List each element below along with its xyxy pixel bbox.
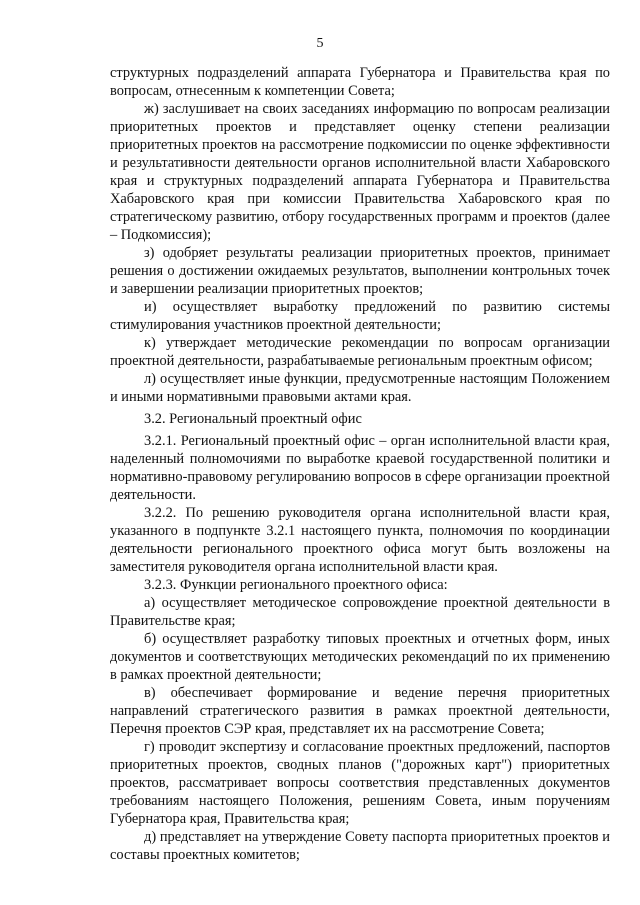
paragraph-item-z: з) одобряет результаты реализации приоритетных проектов, принимает решения о достижении ожидаемых результатов, выполнении контрольных точек и завершении реализации приоритетных проектов; [110, 245, 610, 297]
paragraph-item-b: б) осуществляет разработку типовых проектных и отчетных форм, иных документов и соответствующих методических рекомендаций по их применению в рамках проектной деятельности; [110, 631, 610, 683]
document-body [110, 64, 610, 864]
paragraph-item-l: л) осуществляет иные функции, предусмотренные настоящим Положением и иными нормативными правовыми актами края. [110, 371, 610, 405]
section-heading-3-2: 3.2. Региональный проектный офис [144, 411, 362, 427]
paragraph-continuation: структурных подразделений аппарата Губернатора и Правительства края по вопросам, отнесенным к компетенции Совета; [110, 65, 610, 99]
paragraph-3-2-2: 3.2.2. По решению руководителя органа исполнительной власти края, указанного в подпункте 3.2.1 настоящего пункта, полномочия по координации деятельности регионального проектного офиса могут быть возложены на заместителя руководителя органа исполнительной власти края. [110, 505, 610, 575]
paragraph-item-a: а) осуществляет методическое сопровождение проектной деятельности в Правительстве края; [110, 595, 610, 629]
paragraph-item-v: в) обеспечивает формирование и ведение перечня приоритетных направлений стратегического развития в рамках проектной деятельности, Перечня проектов СЭР края, представляет их на рассмотрение Совета; [110, 685, 610, 737]
paragraph-item-k: к) утверждает методические рекомендации по вопросам организации проектной деятельности, разрабатываемые региональным проектным офисом; [110, 335, 610, 369]
paragraph-item-d: д) представляет на утверждение Совету паспорта приоритетных проектов и составы проектных комитетов; [110, 829, 610, 863]
paragraph-3-2-1: 3.2.1. Региональный проектный офис – орган исполнительной власти края, наделенный полномочиями по выработке краевой государственной политики и нормативно-правовому регулированию вопросов в сфере организации проектной деятельности. [110, 433, 610, 503]
paragraph-item-i: и) осуществляет выработку предложений по развитию системы стимулирования участников проектной деятельности; [110, 299, 610, 333]
page-number: 5 [316, 36, 324, 51]
paragraph-item-g: г) проводит экспертизу и согласование проектных предложений, паспортов приоритетных проектов, сводных планов ("дорожных карт") приоритетных проектов, рассматривает вопросы соответствия представленных документов требованиям настоящего Положения, решениям Совета, иным поручениям Губернатора края, Правительства края; [110, 739, 610, 827]
paragraph-3-2-3: 3.2.3. Функции регионального проектного офиса: [144, 577, 448, 593]
paragraph-item-zh: ж) заслушивает на своих заседаниях информацию по вопросам реализации приоритетных проектов и представляет оценку степени реализации приоритетных проектов на рассмотрение подкомиссии по оценке эффективности и результативности деятельности органов исполнительной власти Хабаровского края и структурных подразделений аппарата Губернатора и Правительства Хабаровского края при комиссии Правительства Хабаровского края по стратегическому развитию, отбору государственных программ и проектов (далее – Подкомиссия); [110, 101, 610, 243]
